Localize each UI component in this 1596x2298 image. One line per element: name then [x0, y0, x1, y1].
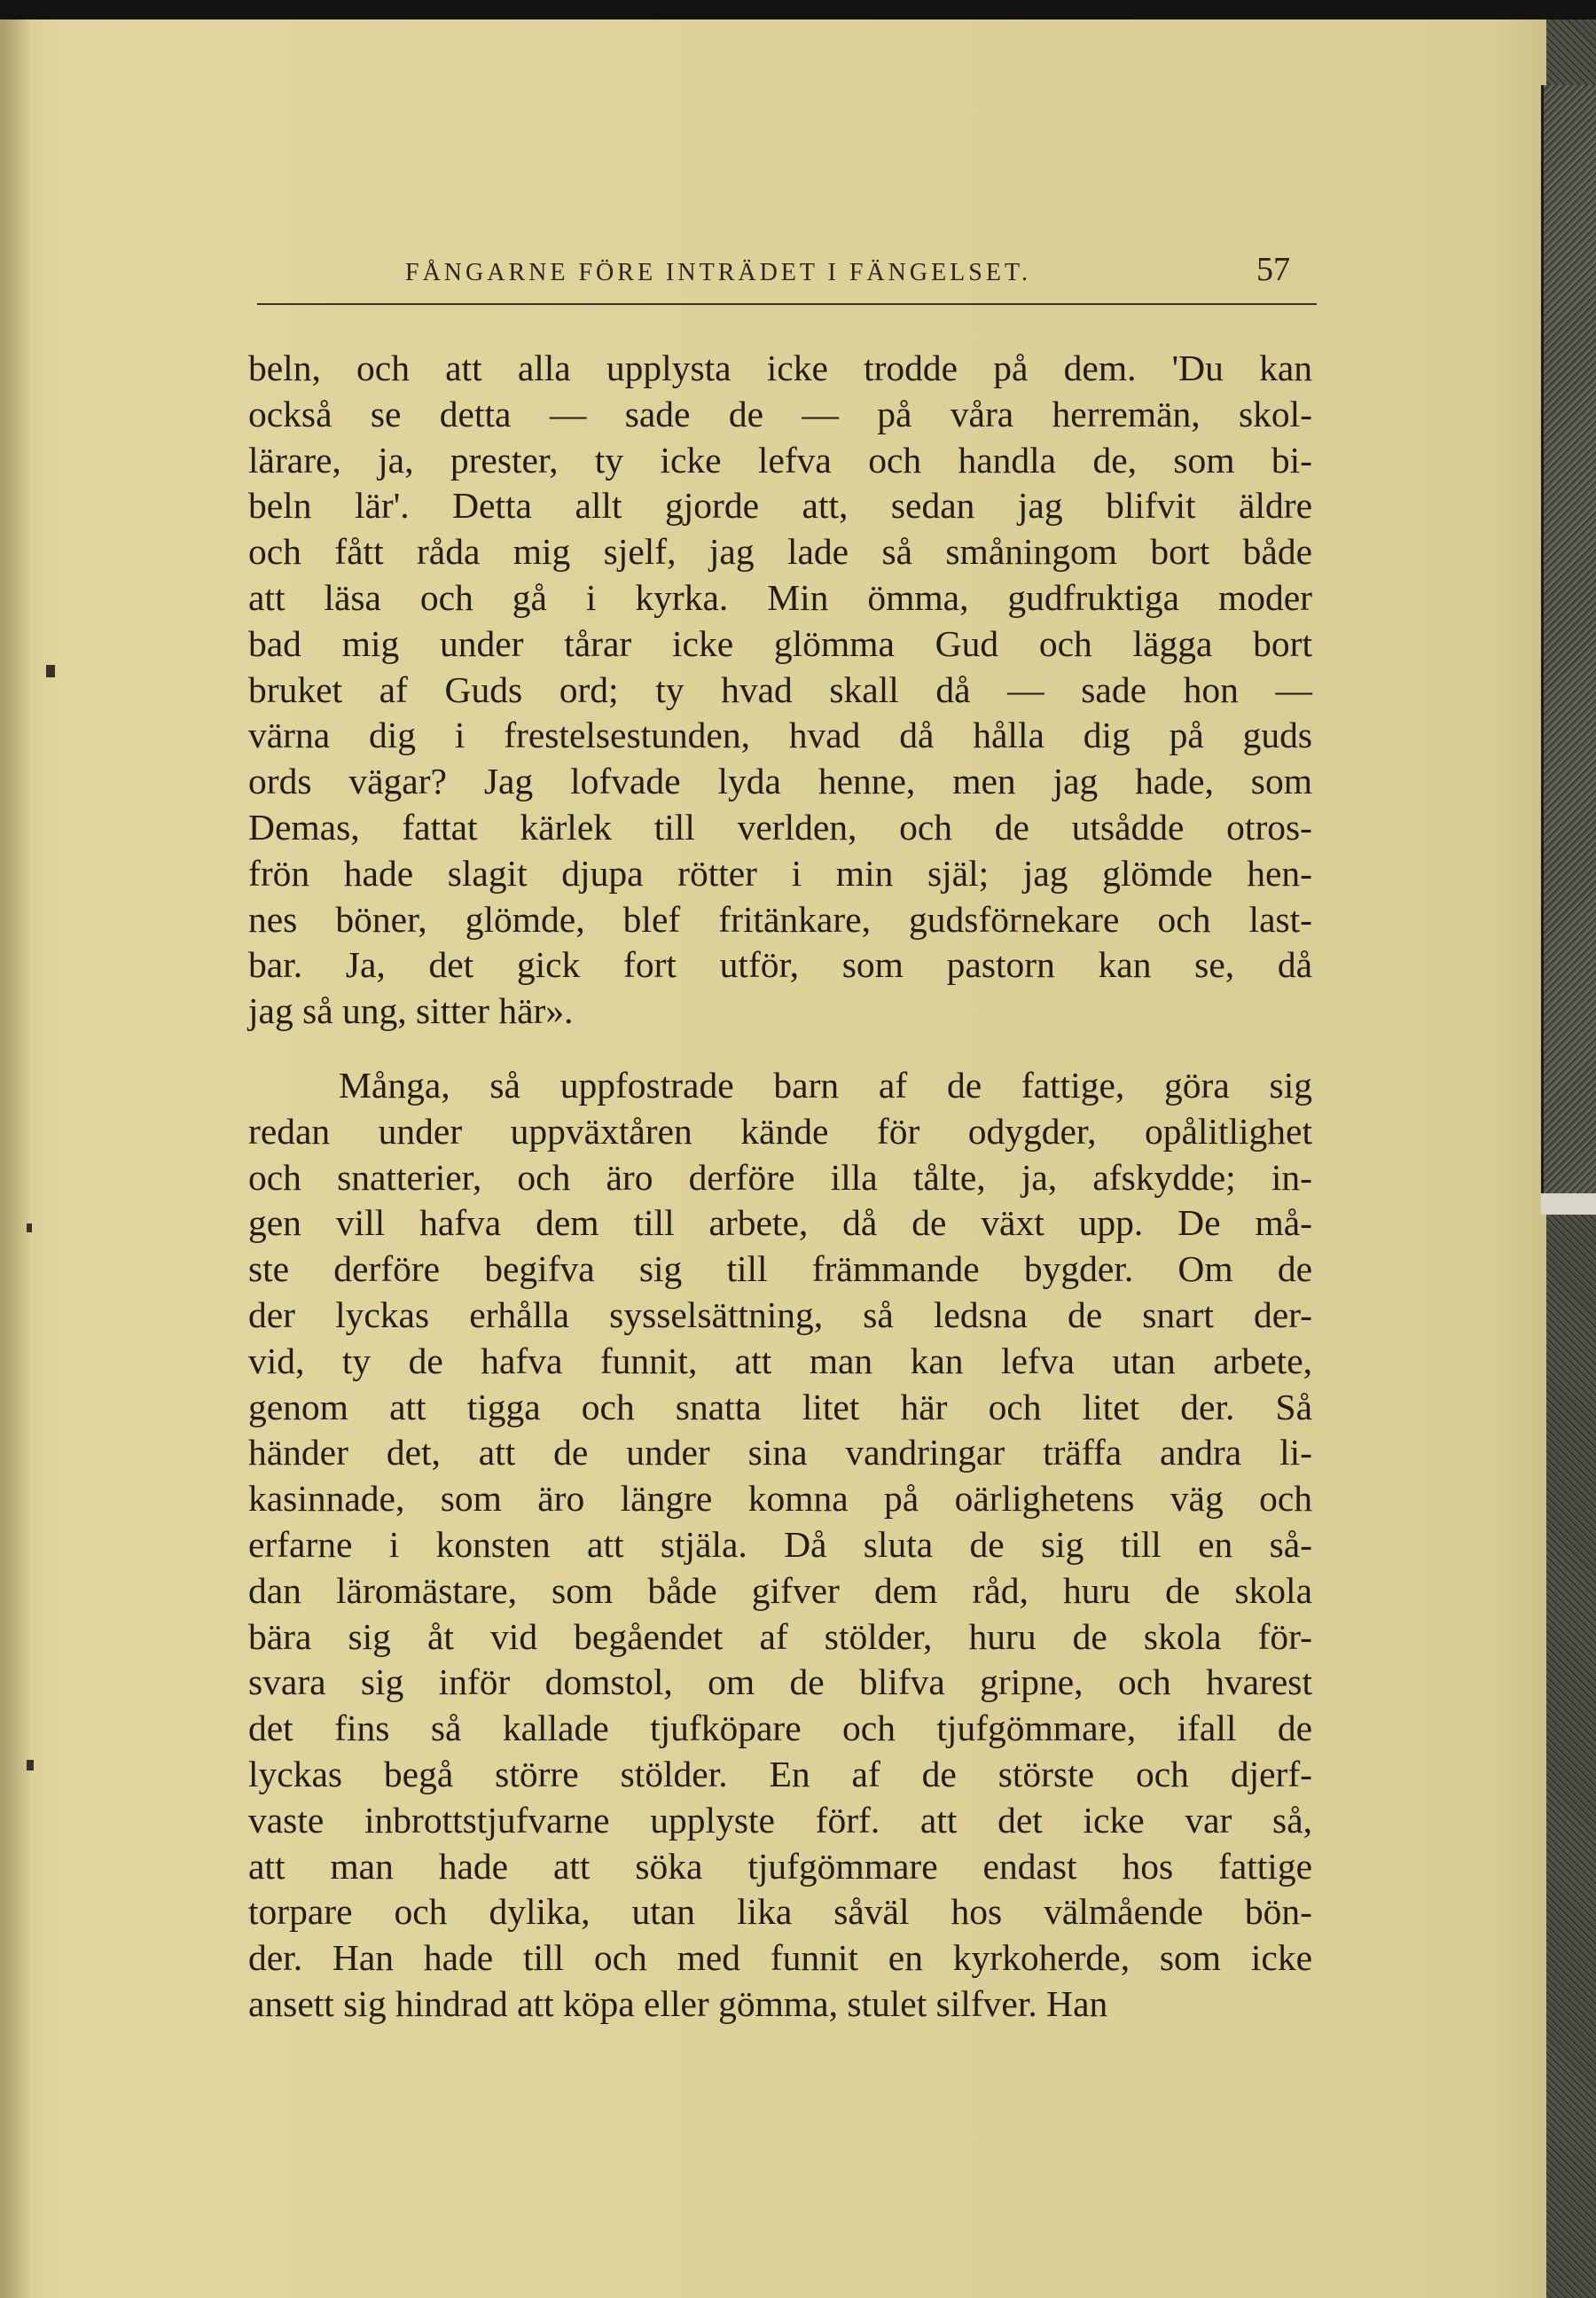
text-line: jag så ung, sitter här». [248, 990, 574, 1032]
margin-mark [27, 1760, 34, 1770]
header-rule [257, 303, 1317, 305]
text-line: bruket af Guds ord; ty hvad skall då — sade hon — [248, 668, 1312, 710]
text-line: kasinnade, som äro längre komna på oärlighetens väg och [248, 1478, 1312, 1520]
text-line: torpare och dylika, utan lika såväl hos välmående bön- [248, 1891, 1312, 1933]
text-line: vid, ty de hafva funnit, att man kan lefva utan arbete, [248, 1340, 1312, 1381]
text-line: också se detta — sade de — på våra herremän, skol- [248, 393, 1312, 434]
text-line: och snatterier, och äro derföre illa tålte, ja, afskydde; in- [248, 1156, 1312, 1198]
text-line: beln lär'. Detta allt gjorde att, sedan jag blifvit äldre [248, 485, 1312, 527]
margin-mark [46, 665, 55, 677]
text-line: ansett sig hindrad att köpa eller gömma, stulet silfver. Han [248, 1982, 1108, 2024]
page-number: 57 [1256, 251, 1290, 288]
text-line: bad mig under tårar icke glömma Gud och lägga bort [248, 622, 1312, 664]
text-line: vaste inbrottstjufvarne upplyste förf. att det icke var så, [248, 1799, 1312, 1841]
text-line: redan under uppväxtåren kände för odygder, opålitlighet [248, 1110, 1312, 1152]
spine-gap [1541, 1193, 1596, 1215]
text-line: der. Han hade till och med funnit en kyrkoherde, som icke [248, 1937, 1312, 1979]
text-line: genom att tigga och snatta litet här och litet der. Så [248, 1386, 1312, 1427]
text-line: der lyckas erhålla sysselsättning, så ledsna de snart der- [248, 1294, 1312, 1335]
margin-mark [27, 1223, 32, 1232]
paragraph [248, 1063, 1312, 2028]
text-line: värna dig i frestelsestunden, hvad då hålla dig på guds [248, 715, 1312, 756]
text-line: frön hade slagit djupa rötter i min själ; jag glömde hen- [248, 852, 1312, 894]
text-line: händer det, att de under sina vandringar träffa andra li- [248, 1432, 1312, 1473]
text-line: beln, och att alla upplysta icke trodde på dem. 'Du kan [248, 348, 1312, 388]
text-line: bar. Ja, det gick fort utför, som pastorn kan se, då [248, 944, 1312, 986]
page-header [257, 239, 1317, 310]
text-line: ords vägar? Jag lofvade lyda henne, men jag hade, som [248, 761, 1312, 802]
paragraph [248, 346, 1312, 1035]
text-line: bära sig åt vid begåendet af stölder, huru de skola för- [248, 1615, 1312, 1657]
paragraph-gap [248, 1035, 1312, 1063]
text-line: att man hade att söka tjufgömmare endast hos fattige [248, 1845, 1312, 1887]
gutter-shadow [0, 20, 32, 2298]
text-line: det fins så kallade tjufköpare och tjufgömmare, ifall de [248, 1708, 1312, 1749]
text-line: dan läromästare, som både gifver dem råd, huru de skola [248, 1569, 1312, 1611]
text-line: erfarne i konsten att stjäla. Då sluta de sig till en så- [248, 1523, 1312, 1565]
text-line: lyckas begå större stölder. En af de störste och djerf- [248, 1753, 1312, 1794]
text-line: lärare, ja, prester, ty icke lefva och handla de, som bi- [248, 439, 1312, 481]
text-line: och fått råda mig sjelf, jag lade så småningom bort både [248, 531, 1312, 573]
body-text [248, 346, 1312, 2028]
text-line: Många, så uppfostrade barn af de fattige, göra sig [339, 1064, 1312, 1106]
spine-cloth-binding [1541, 85, 1596, 1193]
text-line: nes böner, glömde, blef fritänkare, gudsförnekare och last- [248, 898, 1312, 940]
text-line: ste derföre begifva sig till främmande bygder. Om de [248, 1248, 1312, 1290]
text-line: gen vill hafva dem till arbete, då de växt upp. De må- [248, 1202, 1312, 1244]
running-title: FÅNGARNE FÖRE INTRÄDET I FÄNGELSET. [405, 259, 1031, 286]
text-line: att läsa och gå i kyrka. Min ömma, gudfruktiga moder [248, 576, 1312, 618]
text-line: Demas, fattat kärlek till verlden, och de utsådde otros- [248, 806, 1312, 848]
text-line: svara sig inför domstol, om de blifva gripne, och hvarest [248, 1661, 1312, 1703]
